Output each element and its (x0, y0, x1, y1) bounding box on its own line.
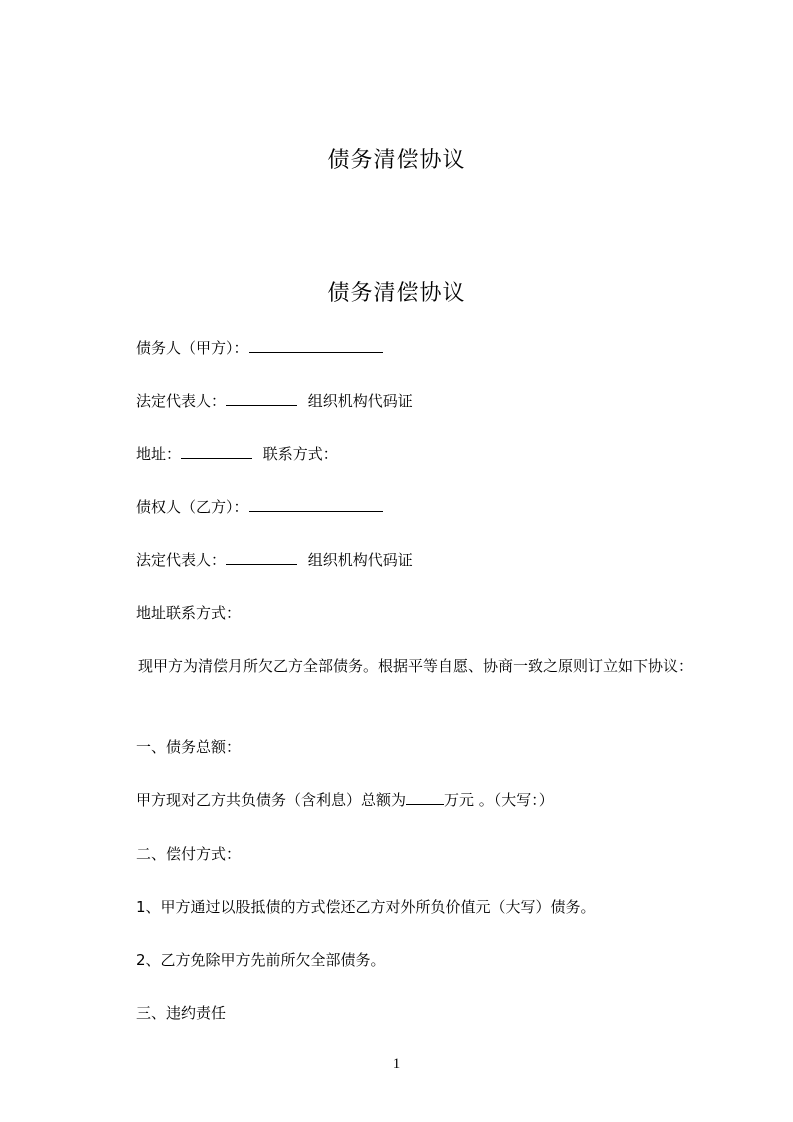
debtor-address-line (136, 443, 338, 464)
creditor-rep-label: 法定代表人： (136, 551, 227, 569)
section2-item-2: 2、乙方免除甲方先前所欠全部债务。 (136, 951, 386, 969)
creditor-rep-blank[interactable] (226, 550, 297, 565)
creditor-org-code-label: 组织机构代码证 (307, 551, 413, 569)
creditor-blank[interactable] (249, 497, 383, 512)
debtor-blank[interactable] (249, 338, 383, 353)
creditor-rep-line (136, 549, 413, 570)
debtor-address-label: 地址： (136, 445, 182, 463)
debtor-line (136, 337, 383, 358)
main-title: 债务清偿协议 (327, 281, 466, 306)
creditor-address-line (136, 602, 241, 623)
section1-title: 一、债务总额： (136, 738, 242, 756)
debtor-label: 债务人（甲方）： (136, 339, 249, 357)
debtor-rep-line (136, 390, 413, 411)
debtor-address-blank[interactable] (181, 444, 252, 459)
creditor-address-label: 地址联系方式： (136, 604, 242, 622)
debtor-contact-label: 联系方式： (262, 445, 338, 463)
section1-text (136, 789, 554, 810)
amount-blank[interactable] (406, 790, 444, 805)
section1-text-a: 甲方现对乙方共负债务（含利息）总额为 (136, 791, 407, 809)
intro-paragraph: 现甲方为清偿月所欠乙方全部债务。根据平等自愿、协商一致之原则订立如下协议： (138, 657, 694, 675)
section2-title: 二、偿付方式： (136, 845, 242, 863)
section1-text-b: 万元 。（大写：） (444, 791, 554, 809)
header-title: 债务清偿协议 (327, 148, 466, 173)
debtor-rep-blank[interactable] (226, 391, 297, 406)
debtor-rep-label: 法定代表人： (136, 392, 227, 410)
creditor-line (136, 496, 383, 517)
page-number: 1 (392, 1056, 401, 1072)
creditor-label: 债权人（乙方）： (136, 498, 249, 516)
section3-title: 三、违约责任 (136, 1004, 227, 1022)
section2-item-1: 1、甲方通过以股抵债的方式偿还乙方对外所负价值元（大写）债务。 (136, 898, 596, 916)
debtor-org-code-label: 组织机构代码证 (307, 392, 413, 410)
